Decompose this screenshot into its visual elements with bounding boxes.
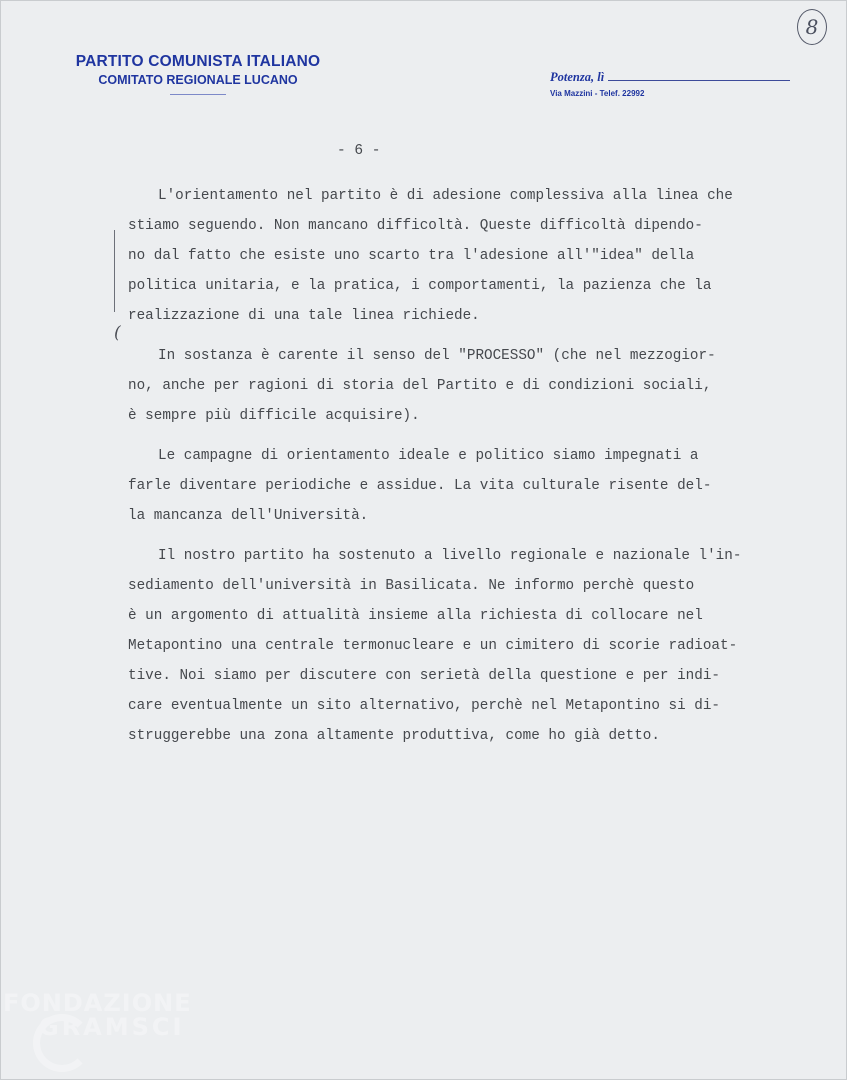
text-line: In sostanza è carente il senso del "PROCESSO" (che nel mezzogior-	[158, 348, 716, 364]
text-line: no, anche per ragioni di storia del Partito e di condizioni sociali,	[128, 378, 712, 394]
party-name: PARTITO COMUNISTA ITALIANO	[75, 53, 321, 70]
letter-body	[128, 181, 788, 761]
text-line: realizzazione di una tale linea richiede.	[128, 308, 480, 324]
paragraph	[128, 341, 788, 431]
text-line: L'orientamento nel partito è di adesione complessiva alla linea che	[158, 188, 733, 204]
text-line: farle diventare periodiche e assidue. La vita culturale risente del-	[128, 478, 712, 494]
text-line: è sempre più difficile acquisire).	[128, 408, 420, 424]
text-line: Le campagne di orientamento ideale e politico siamo impegnati a	[158, 448, 699, 464]
watermark-logo-icon	[33, 1014, 91, 1072]
text-line: sediamento dell'università in Basilicata. Ne informo perchè questo	[128, 578, 695, 594]
date-blank-line	[608, 69, 790, 81]
text-line: care eventualmente un sito alternativo, perchè nel Metapontino si di-	[128, 698, 720, 714]
text-line: struggerebbe una zona altamente produttiva, come ho già detto.	[128, 728, 660, 744]
paragraph	[128, 441, 788, 531]
address: Via Mazzini - Telef. 22992	[550, 89, 645, 98]
text-line: tive. Noi siamo per discutere con serietà della questione e per indi-	[128, 668, 720, 684]
text-line: Il nostro partito ha sostenuto a livello regionale e nazionale l'in-	[158, 548, 742, 564]
margin-paren-mark: (	[114, 323, 121, 343]
margin-bracket-mark	[114, 230, 121, 312]
page-number: - 6 -	[337, 143, 381, 159]
place-label: Potenza, lì	[550, 70, 605, 84]
folio-number-circled: 8	[797, 9, 827, 45]
archive-watermark	[3, 989, 192, 1041]
text-line: Metapontino una centrale termonucleare e un cimitero di scorie radioat-	[128, 638, 738, 654]
text-line: la mancanza dell'Università.	[128, 508, 369, 524]
committee-name: COMITATO REGIONALE LUCANO	[98, 73, 298, 87]
place-date-block	[550, 69, 790, 98]
text-line: no dal fatto che esiste uno scarto tra l'adesione all'"idea" della	[128, 248, 695, 264]
letterhead	[53, 53, 343, 95]
watermark-line-2: GRAMSCI	[39, 1013, 185, 1041]
watermark-line-1: FONDAZIONE	[3, 989, 192, 1017]
paragraph	[128, 541, 788, 751]
text-line: stiamo seguendo. Non mancano difficoltà. Queste difficoltà dipendo-	[128, 218, 703, 234]
letterhead-rule	[170, 94, 226, 95]
text-line: è un argomento di attualità insieme alla richiesta di collocare nel	[128, 608, 703, 624]
paragraph	[128, 181, 788, 331]
text-line: politica unitaria, e la pratica, i comportamenti, la pazienza che la	[128, 278, 712, 294]
